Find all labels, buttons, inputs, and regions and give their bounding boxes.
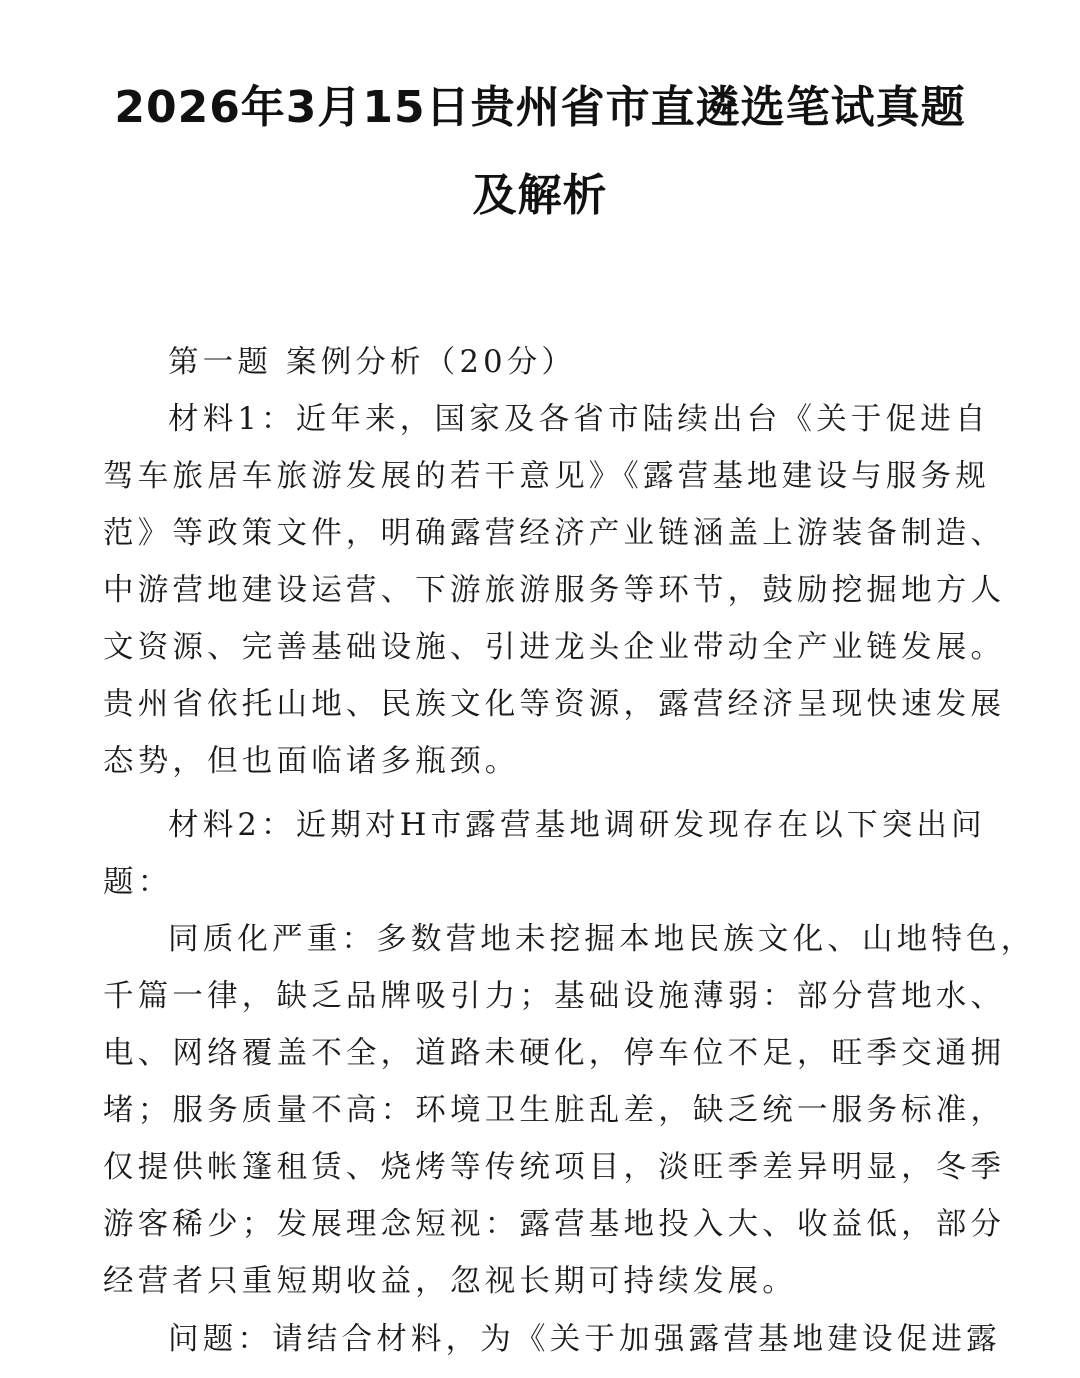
document-title: 2026年3月15日贵州省市直遴选笔试真题	[114, 82, 966, 133]
paragraph-line: 经营者只重短期收益，忽视长期可持续发展。	[103, 1264, 797, 1299]
paragraph-line: 驾车旅居车旅游发展的若干意见》《露营基地建设与服务规	[103, 459, 990, 494]
paragraph-line: 仅提供帐篷租赁、烧烤等传统项目，淡旺季差异明显，冬季	[103, 1150, 1006, 1185]
paragraph-line: 文资源、完善基础设施、引进龙头企业带动全产业链发展。	[103, 630, 1006, 665]
document-title-continued: 及解析	[472, 170, 608, 221]
paragraph-line: 游客稀少；发展理念短视：露营基地投入大、收益低，部分	[103, 1207, 1006, 1242]
paragraph-line: 同质化严重：多数营地未挖掘本地民族文化、山地特色，	[168, 922, 1036, 957]
paragraph-line: 堵；服务质量不高：环境卫生脏乱差，缺乏统一服务标准，	[103, 1093, 1006, 1128]
question-prompt: 问题：请结合材料，为《关于加强露营基地建设促进露	[168, 1322, 1001, 1357]
paragraph-line: 题：	[103, 865, 173, 900]
paragraph-line: 材料2：近期对H市露营基地调研发现存在以下突出问	[168, 808, 986, 843]
paragraph-line: 千篇一律，缺乏品牌吸引力；基础设施薄弱：部分营地水、	[103, 979, 1006, 1014]
paragraph-line: 态势，但也面临诸多瓶颈。	[103, 744, 520, 779]
paragraph-line: 贵州省依托山地、民族文化等资源，露营经济呈现快速发展	[103, 687, 1006, 722]
paragraph-line: 中游营地建设运营、下游旅游服务等环节，鼓励挖掘地方人	[103, 573, 1006, 608]
paragraph-line: 材料1：近年来，国家及各省市陆续出台《关于促进自	[168, 402, 990, 437]
paragraph-line: 范》等政策文件，明确露营经济产业链涵盖上游装备制造、	[103, 516, 1006, 551]
question-heading: 第一题 案例分析（20分）	[168, 345, 577, 380]
paragraph-line: 电、网络覆盖不全，道路未硬化，停车位不足，旺季交通拥	[103, 1036, 1006, 1071]
